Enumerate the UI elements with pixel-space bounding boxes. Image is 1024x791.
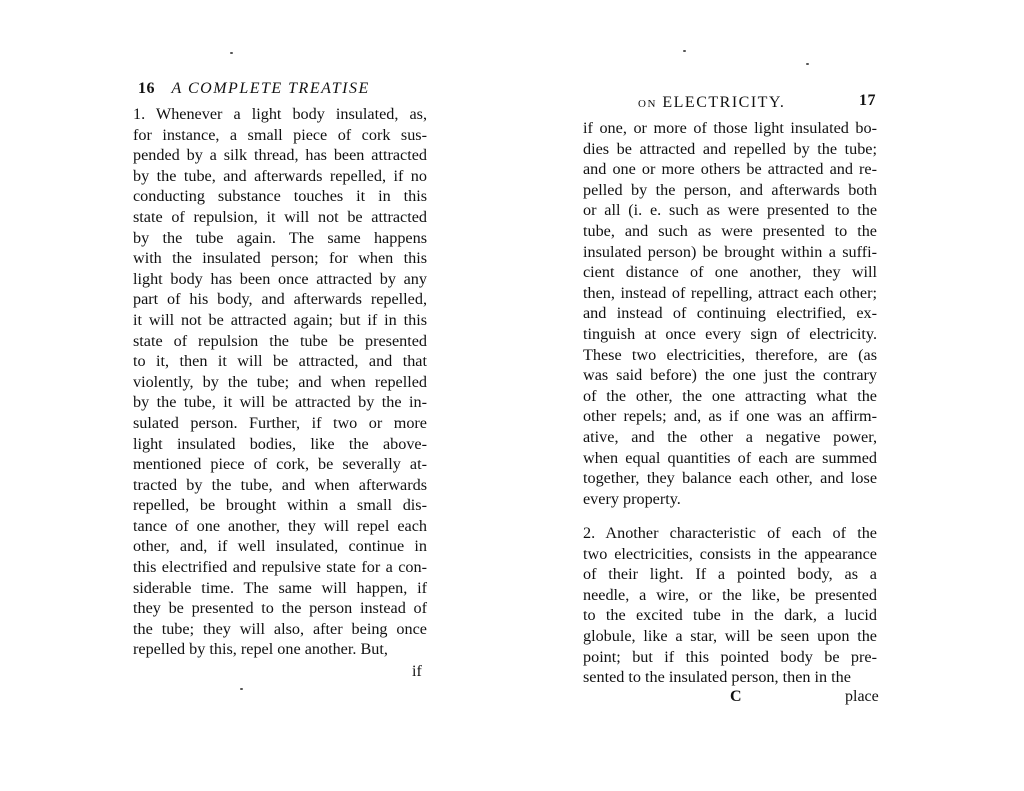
text-line: sented to the insulated person, then in the <box>583 668 851 687</box>
text-line: if one, or more of those light insulated bo- <box>583 119 877 137</box>
scan-speck <box>806 63 809 65</box>
text-line: to the excited tube in the dark, a lucid <box>583 606 877 625</box>
scan-speck <box>230 52 233 54</box>
text-line: 2. Another characteristic of each of the <box>583 524 877 542</box>
left-running-head <box>138 80 370 98</box>
scan-speck <box>683 50 686 52</box>
text-line: state of repulsion the tube be presented <box>133 331 427 350</box>
text-line: it will not be attracted again; but if in this <box>133 310 427 329</box>
text-line: or all (i. e. such as were presented to the <box>583 201 877 220</box>
text-line: by the tube again. The same happens <box>133 228 427 247</box>
text-line: tracted by the tube, and when afterwards <box>133 475 427 494</box>
text-line: and instead of continuing electrified, ex- <box>583 304 877 323</box>
text-line: tance of one another, they will repel each <box>133 516 427 535</box>
text-line: light insulated bodies, like the above- <box>133 434 427 453</box>
text-line: then, instead of repelling, attract each other; <box>583 283 877 302</box>
right-catchword: place <box>845 688 879 705</box>
text-line: light body has been once attracted by any <box>133 269 427 288</box>
signature-mark: C <box>730 688 742 705</box>
text-line: tube, and such as were presented to the <box>583 221 877 240</box>
text-line: together, they balance each other, and lose <box>583 469 877 488</box>
left-catchword: if <box>412 663 422 680</box>
page-number-right-box <box>859 92 876 110</box>
text-line: this electrified and repulsive state for a con- <box>133 558 427 577</box>
text-line: two electricities, consists in the appearance <box>583 544 877 563</box>
text-line: with the insulated person; for when this <box>133 249 427 268</box>
right-paragraph-1 <box>583 118 877 509</box>
text-line: repelled, be brought within a small dis- <box>133 496 427 515</box>
text-line: point; but if this pointed body be pre- <box>583 647 877 666</box>
scan-speck <box>240 688 243 690</box>
text-line: sulated person. Further, if two or more <box>133 413 427 432</box>
right-running-head <box>638 94 785 112</box>
text-line: every property. <box>583 489 681 508</box>
text-line: by the tube, and afterwards repelled, if no <box>133 166 427 185</box>
text-line: and one or more others be attracted and re- <box>583 160 877 179</box>
page-number-left: 16 <box>138 80 155 97</box>
text-line: 1. Whenever a light body insulated, as, <box>133 105 427 123</box>
right-paragraph-2 <box>583 523 877 688</box>
text-line: the tube; they will also, after being once <box>133 619 427 638</box>
text-line: when equal quantities of each are summed <box>583 448 877 467</box>
right-page <box>512 0 1024 791</box>
text-line: other repels; and, as if one was an affirm- <box>583 407 877 426</box>
text-line: other, and, if well insulated, continue in <box>133 537 427 556</box>
text-line: of their light. If a pointed body, as a <box>583 565 877 584</box>
page-number-right: 17 <box>859 92 876 109</box>
text-line: pended by a silk thread, has been attracted <box>133 146 427 165</box>
text-line: tinguish at once every sign of electricity. <box>583 324 877 343</box>
text-line: conducting substance touches it in this <box>133 187 427 206</box>
text-line: to it, then it will be attracted, and that <box>133 352 427 371</box>
text-line: state of repulsion, it will not be attracted <box>133 207 427 226</box>
text-line: siderable time. The same will happen, if <box>133 578 427 597</box>
text-line: part of his body, and afterwards repelled, <box>133 290 427 309</box>
text-line: by the tube, it will be attracted by the in- <box>133 393 427 412</box>
text-line: was said before) the one just the contrary <box>583 366 877 385</box>
text-line: globule, like a star, will be seen upon the <box>583 626 877 645</box>
left-head-title: A COMPLETE TREATISE <box>171 80 370 97</box>
text-line: needle, a wire, or the like, be presented <box>583 585 877 604</box>
text-line: violently, by the tube; and when repelled <box>133 372 427 391</box>
text-line: insulated person) be brought within a suffi- <box>583 242 877 261</box>
text-line: for instance, a small piece of cork sus- <box>133 125 427 144</box>
text-line: dies be attracted and repelled by the tube; <box>583 139 877 158</box>
left-text-column <box>133 104 427 660</box>
right-head-title: on ELECTRICITY. <box>638 94 786 111</box>
text-line: cient distance of one another, they will <box>583 263 877 282</box>
text-line: of the other, the one attracting what the <box>583 386 877 405</box>
text-line: These two electricities, therefore, are (as <box>583 345 877 364</box>
text-line: repelled by this, repel one another. But, <box>133 640 388 659</box>
text-line: they be presented to the person instead of <box>133 599 427 618</box>
text-line: pelled by the person, and afterwards both <box>583 180 877 199</box>
text-line: ative, and the other a negative power, <box>583 427 877 446</box>
text-line: mentioned piece of cork, be severally at- <box>133 455 427 474</box>
